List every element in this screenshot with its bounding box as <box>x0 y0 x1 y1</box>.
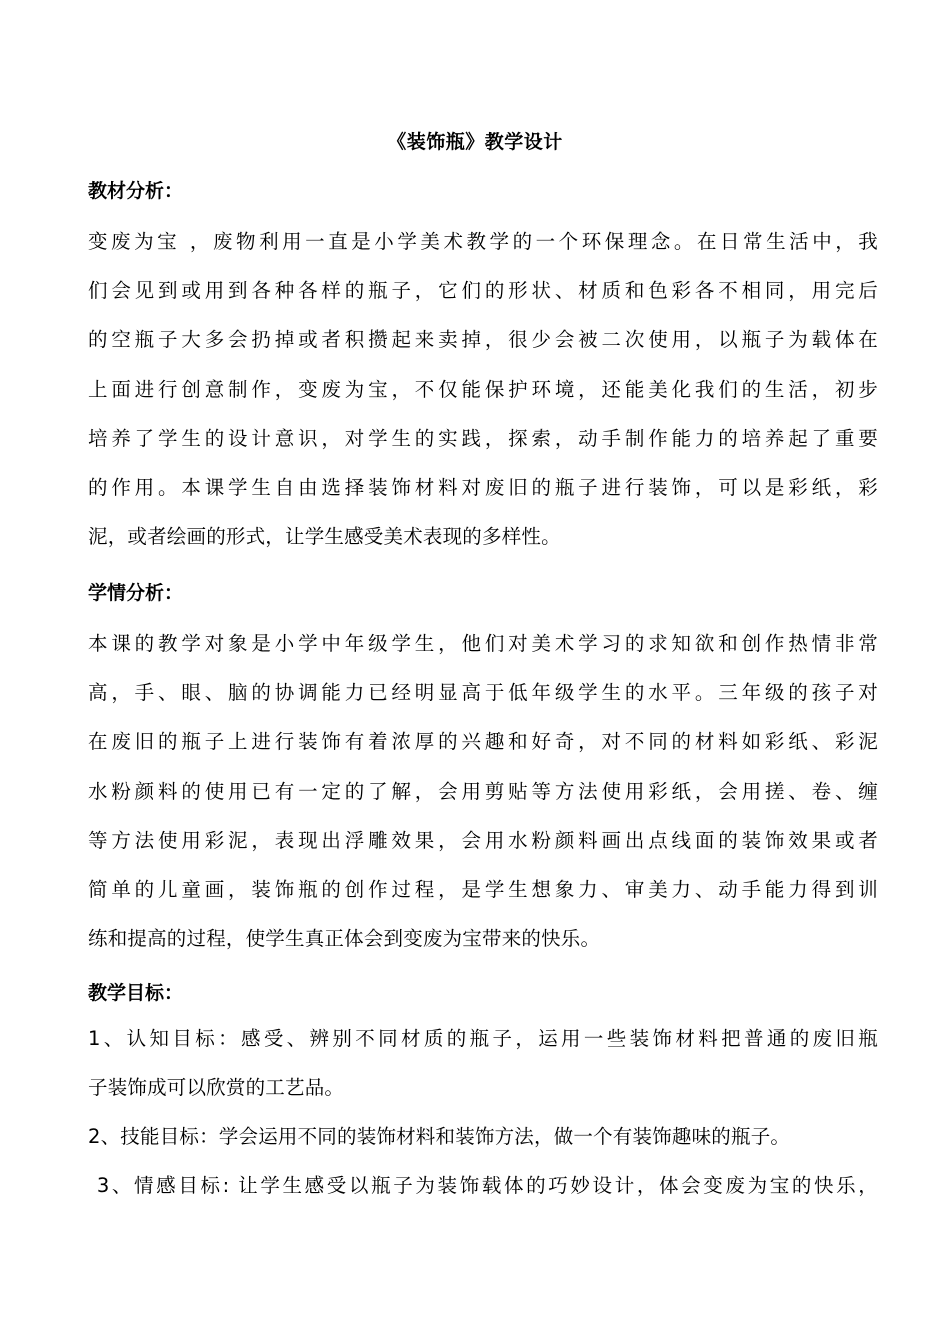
paragraph-line: 简单的儿童画，装饰瓶的创作过程，是学生想象力、审美力、动手能力得到训 <box>88 878 878 902</box>
paragraph-line: 本课的教学对象是小学中年级学生，他们对美术学习的求知欲和创作热情非常 <box>88 632 878 655</box>
paragraph-line: 的作用。本课学生自由选择装饰材料对废旧的瓶子进行装饰，可以是彩纸，彩 <box>88 476 878 500</box>
paragraph-line: 们会见到或用到各种各样的瓶子，它们的形状、材质和色彩各不相同，用完后 <box>88 279 878 303</box>
section-body-students <box>88 619 878 963</box>
document-title: 《装饰瓶》教学设计 <box>387 131 563 153</box>
section-body-material <box>88 217 878 561</box>
goal-item-cognitive <box>88 1014 878 1112</box>
paragraph-line: 泥，或者绘画的形式，让学生感受美术表现的多样性。 <box>88 525 561 549</box>
paragraph-line: 变废为宝 ，废物利用一直是小学美术教学的一个环保理念。在日常生活中，我 <box>88 230 878 253</box>
paragraph-line: 在废旧的瓶子上进行装饰有着浓厚的兴趣和好奇，对不同的材料如彩纸、彩泥 <box>88 730 878 754</box>
paragraph-line: 高，手、眼、脑的协调能力已经明显高于低年级学生的水平。三年级的孩子对 <box>88 681 878 705</box>
section-heading-students: 学情分析： <box>88 582 184 604</box>
paragraph-line: 上面进行创意制作，变废为宝，不仅能保护环境，还能美化我们的生活，初步 <box>88 377 878 401</box>
paragraph-line: 培养了学生的设计意识，对学生的实践，探索，动手制作能力的培养起了重要 <box>88 426 878 450</box>
goal-line: 子装饰成可以欣赏的工艺品。 <box>88 1076 345 1100</box>
paragraph-line: 练和提高的过程，使学生真正体会到变废为宝带来的快乐。 <box>88 927 601 951</box>
goal-item-emotion <box>88 1161 878 1210</box>
paragraph-line: 的空瓶子大多会扔掉或者积攒起来卖掉，很少会被二次使用，以瓶子为载体在 <box>88 328 878 352</box>
goal-line: 1、认知目标：感受、辨别不同材质的瓶子，运用一些装饰材料把普通的废旧瓶 <box>88 1027 878 1050</box>
goal-line: 2、技能目标：学会运用不同的装饰材料和装饰方法，做一个有装饰趣味的瓶子。 <box>88 1125 791 1148</box>
paragraph-line: 水粉颜料的使用已有一定的了解，会用剪贴等方法使用彩纸，会用搓、卷、缠 <box>88 779 878 803</box>
section-heading-goals: 教学目标： <box>88 982 184 1004</box>
paragraph-line: 等方法使用彩泥，表现出浮雕效果，会用水粉颜料画出点线面的装饰效果或者 <box>88 828 878 852</box>
goal-line: 3、情感目标: 让学生感受以瓶子为装饰载体的巧妙设计，体会变废为宝的快乐， <box>88 1174 878 1197</box>
section-heading-material: 教材分析： <box>88 180 184 202</box>
goal-item-skill <box>88 1112 878 1161</box>
